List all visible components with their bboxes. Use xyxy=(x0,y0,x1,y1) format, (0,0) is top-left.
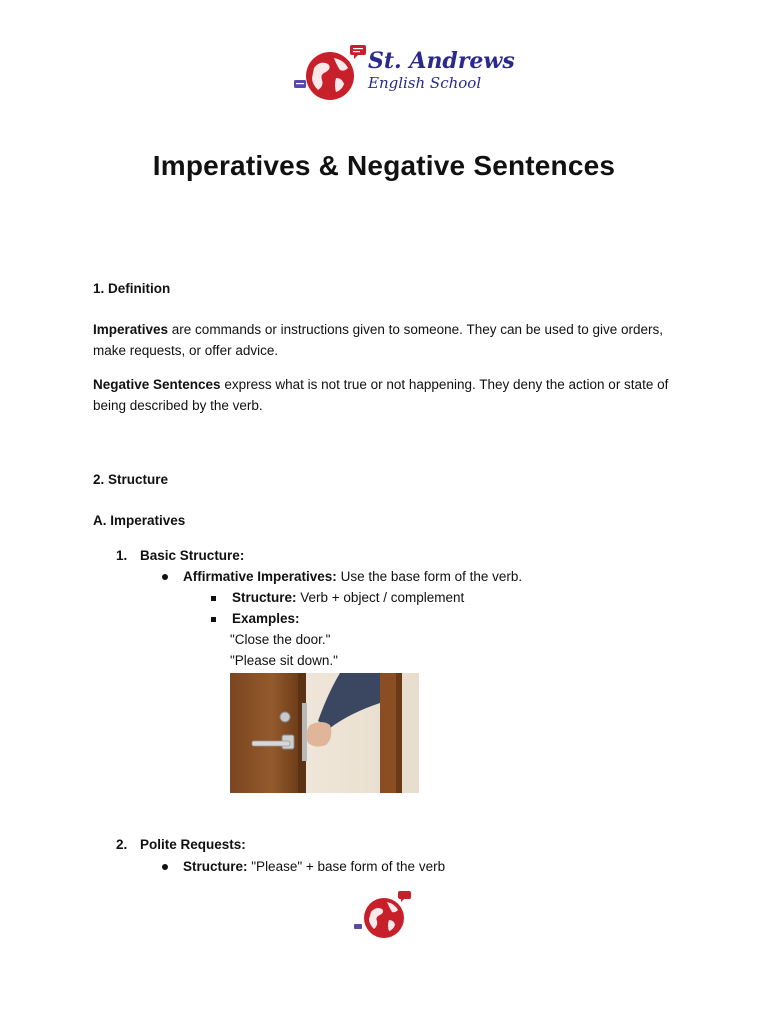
bullet-label: Affirmative Imperatives: xyxy=(183,569,337,584)
sub-bullet-structure xyxy=(211,590,464,605)
page-title: Imperatives & Negative Sentences xyxy=(152,150,616,181)
list-item-label: Polite Requests: xyxy=(140,837,246,852)
negative-sentences-definition xyxy=(93,374,683,416)
negative-sentences-definition-text: express what is not true or not happening. They deny the action or state of being described by the verb. xyxy=(93,377,669,413)
door-photo xyxy=(230,673,419,793)
footer-logo xyxy=(352,888,418,942)
logo-text-line1: St. Andrews xyxy=(368,48,515,74)
bullet-label: Structure: xyxy=(183,859,248,874)
list-item-label: Basic Structure: xyxy=(140,548,245,563)
list-number: 2. xyxy=(116,837,128,852)
list-item-polite-requests xyxy=(116,837,246,852)
imperatives-term: Imperatives xyxy=(93,322,169,337)
example-sentence: "Please sit down." xyxy=(230,653,338,668)
sub-bullet-examples xyxy=(211,611,300,626)
bullet-text: "Please" + base form of the verb xyxy=(247,859,446,874)
bullet-polite-structure xyxy=(162,859,445,874)
list-number: 1. xyxy=(116,548,128,563)
globe-icon xyxy=(352,888,418,942)
globe-icon xyxy=(292,42,372,104)
bullet-icon xyxy=(162,864,168,870)
bullet-text: Use the base form of the verb. xyxy=(336,569,523,584)
negative-sentences-term: Negative Sentences xyxy=(93,377,221,392)
square-bullet-icon xyxy=(211,617,216,622)
bullet-affirmative-imperatives xyxy=(162,569,522,584)
section-heading-structure: 2. Structure xyxy=(93,472,169,487)
example-sentence: "Close the door." xyxy=(230,632,331,647)
section-heading-definition: 1. Definition xyxy=(93,281,171,296)
imperatives-definition-text: are commands or instructions given to someone. They can be used to give orders, make requests, or offer advice. xyxy=(93,322,664,358)
list-item-basic-structure xyxy=(116,548,244,563)
subheading-imperatives: A. Imperatives xyxy=(93,513,186,528)
school-logo xyxy=(292,42,515,104)
sub-bullet-text: Verb + object / complement xyxy=(296,590,465,605)
square-bullet-icon xyxy=(211,596,216,601)
imperatives-definition xyxy=(93,319,683,361)
bullet-icon xyxy=(162,574,168,580)
sub-bullet-label: Examples: xyxy=(232,611,300,626)
logo-text-line2: English School xyxy=(368,74,482,92)
sub-bullet-label: Structure: xyxy=(232,590,297,605)
